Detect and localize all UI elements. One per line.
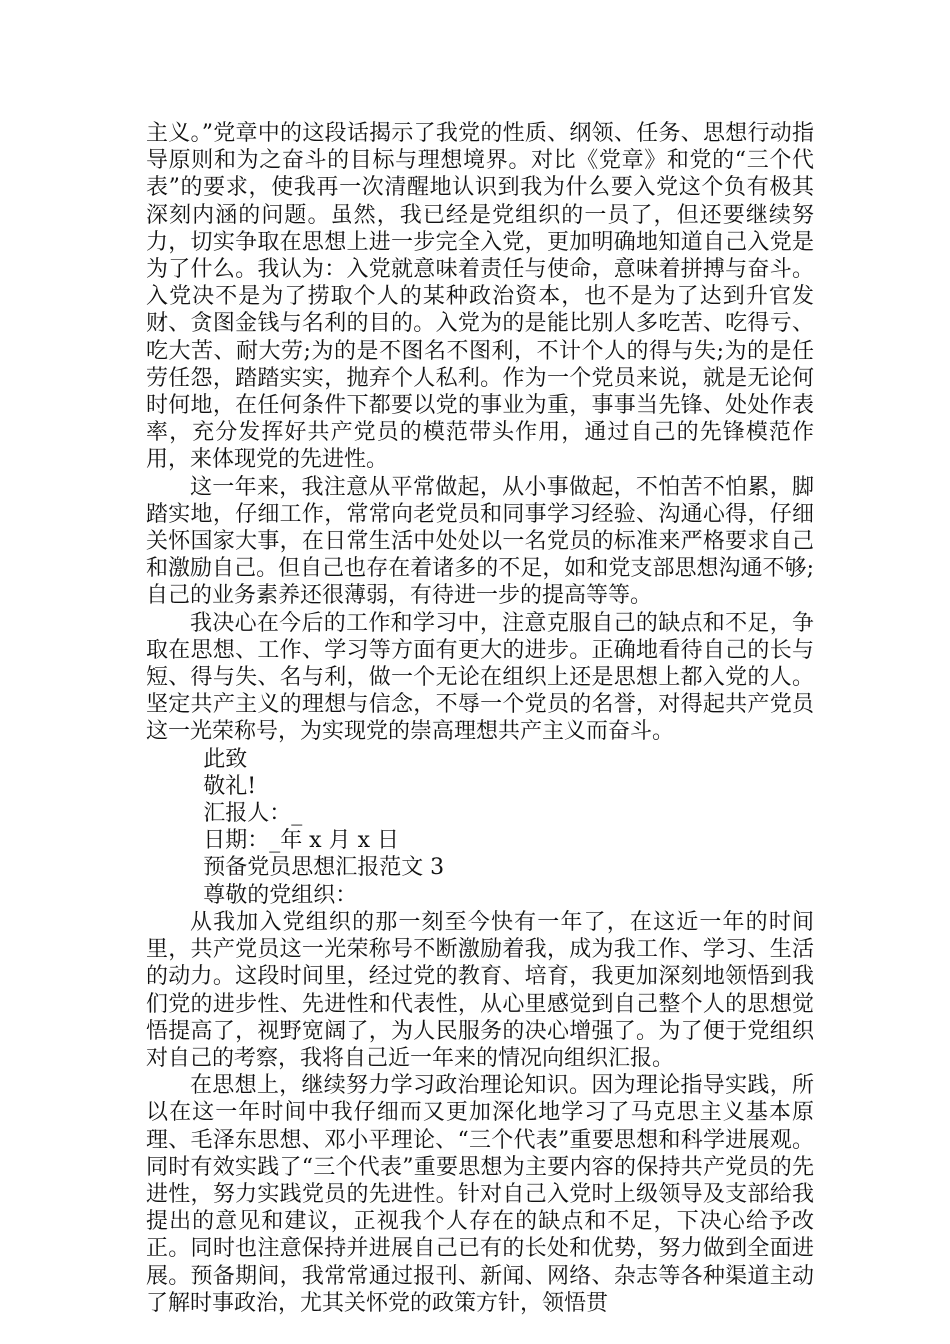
greeting-line: 尊敬的党组织： (203, 882, 358, 908)
date-line: 日期：_年 x 月 x 日 (203, 828, 399, 854)
paragraph-1: 主义。”党章中的这段话揭示了我党的性质、纲领、任务、思想行动指导原则和为之奋斗的目标与理想境界。对比《党章》和党的“三个代表”的要求，使我再一次清醒地认识到我为什么要入党这个负有极其深刻内涵的问题。虽然，我已经是党组织的一员了，但还要继续努力，切实争取在思想上进一步完全入党，更加明确地知道自己入党是为了什么。我认为：入党就意味着责任与使命，意味着拼搏与奋斗。入党决不是为了捞取个人的某种政治资本，也不是为了达到升官发财、贪图金钱与名利的目的。入党为的是能比别人多吃苦、吃得亏、吃大苦、耐大劳;为的是不图名不图利，不计个人的得与失;为的是任劳任怨，踏踏实实，抛弃个人私利。作为一个党员来说，就是无论何时何地，在任何条件下都要以党的事业为重，事事当先锋、处处作表率，充分发挥好共产党员的模范带头作用，通过自己的先锋模范作用，来体现党的先进性。 (146, 121, 814, 473)
paragraph-5: 在思想上，继续努力学习政治理论知识。因为理论指导实践，所以在这一年时间中我仔细而又更加深化地学习了马克思主义基本原理、毛泽东思想、邓小平理论、“三个代表”重要思想和科学进展观。同时有效实践了“三个代表”重要思想为主要内容的保持共产党员的先进性，努力实践党员的先进性。针对自己入党时上级领导及支部给我提出的意见和建议，正视我个人存在的缺点和不足，下决心给予改正。同时也注意保持并进展自己已有的长处和优势，努力做到全面进展。预备期间，我常常通过报刊、新闻、网络、杂志等各种渠道主动了解时事政治，尤其关怀党的政策方针，领悟贯 (146, 1073, 814, 1316)
paragraph-4: 从我加入党组织的那一刻至今快有一年了，在这近一年的时间里，共产党员这一光荣称号不断激励着我，成为我工作、学习、生活的动力。这段时间里，经过党的教育、培育，我更加深刻地领悟到我们党的进步性、先进性和代表性，从心里感觉到自己整个人的思想觉悟提高了，视野宽阔了，为人民服务的决心增强了。为了便于党组织对自己的考察，我将自己近一年来的情况向组织汇报。 (146, 909, 814, 1071)
document-body (146, 120, 814, 1317)
closing-line: 此致 (203, 746, 248, 772)
salute-line: 敬礼! (203, 773, 257, 799)
paragraph-3: 我决心在今后的工作和学习中，注意克服自己的缺点和不足，争取在思想、工作、学习等方面有更大的进步。正确地看待自己的长与短、得与失、名与利，做一个无论在组织上还是思想上都入党的人。坚定共产主义的理想与信念，不辱一个党员的名誉，对得起共产党员这一光荣称号，为实现党的崇高理想共产主义而奋斗。 (146, 610, 814, 745)
reporter-line: 汇报人：_ (203, 801, 303, 827)
paragraph-2: 这一年来，我注意从平常做起，从小事做起，不怕苦不怕累，脚踏实地，仔细工作，常常向老党员和同事学习经验、沟通心得，仔细关怀国家大事，在日常生活中处处以一名党员的标准来严格要求自己和激励自己。但自己也存在着诸多的不足，如和党支部思想沟通不够;自己的业务素养还很薄弱，有待进一步的提高等等。 (146, 474, 814, 609)
section-title: 预备党员思想汇报范文 3 (203, 855, 445, 881)
